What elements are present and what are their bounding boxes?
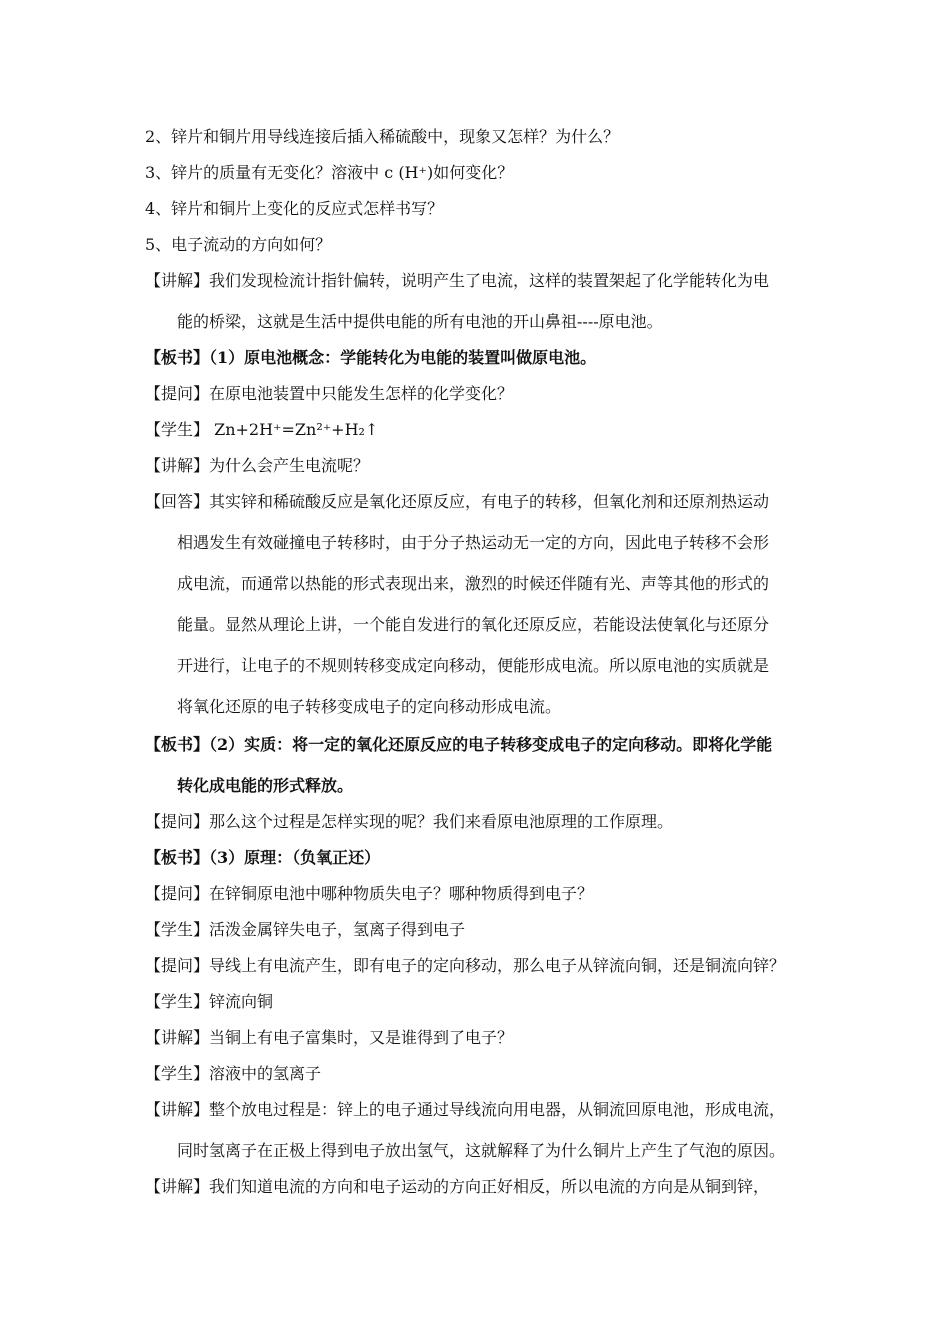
student-line: 【学生】溶液中的氢离子 xyxy=(145,1064,322,1083)
explain-paragraph-1: 【讲解】我们发现检流计指针偏转，说明产生了电流，这样的装置架起了化学能转化为电 xyxy=(145,271,770,290)
explain-line: 【讲解】当铜上有电子富集时，又是谁得到了电子？ xyxy=(145,1028,514,1047)
explain-line: 【讲解】为什么会产生电流呢？ xyxy=(145,456,370,475)
student-line: 【学生】锌流向铜 xyxy=(145,992,274,1011)
question-line: 【提问】在原电池装置中只能发生怎样的化学变化？ xyxy=(145,384,514,403)
answer-paragraph-cont: 将氧化还原的电子转移变成电子的定向移动形成电流。 xyxy=(177,697,562,716)
board-note-1: 【板书】（1）原电池概念：学能转化为电能的装置叫做原电池。 xyxy=(145,348,597,367)
answer-paragraph-cont: 能量。显然从理论上讲，一个能自发进行的氧化还原反应，若能设法使氧化与还原分 xyxy=(177,615,770,634)
board-note-3: 【板书】（3）原理：（负氧正还） xyxy=(145,848,381,867)
explain-paragraph-1-cont: 能的桥梁，这就是生活中提供电能的所有电池的开山鼻祖----原电池。 xyxy=(177,312,663,331)
board-note-2: 【板书】（2）实质：将一定的氧化还原反应的电子转移变成电子的定向移动。即将化学能 xyxy=(145,735,773,754)
question-2: 2、锌片和铜片用导线连接后插入稀硫酸中，现象又怎样？为什么？ xyxy=(145,127,620,146)
answer-paragraph-cont: 成电流，而通常以热能的形式表现出来，激烈的时候还伴随有光、声等其他的形式的 xyxy=(177,574,770,593)
question-5: 5、电子流动的方向如何？ xyxy=(145,235,332,254)
answer-paragraph-cont: 开进行，让电子的不规则转移变成定向移动，便能形成电流。所以原电池的实质就是 xyxy=(177,656,770,675)
explain-paragraph-2: 【讲解】整个放电过程是：锌上的电子通过导线流向用电器，从铜流回原电池，形成电流， xyxy=(145,1100,786,1119)
question-3: 3、锌片的质量有无变化？溶液中 c (H⁺)如何变化？ xyxy=(145,163,514,182)
answer-paragraph: 【回答】其实锌和稀硫酸反应是氧化还原反应，有电子的转移，但氧化剂和还原剂热运动 xyxy=(145,492,770,511)
question-4: 4、锌片和铜片上变化的反应式怎样书写？ xyxy=(145,199,444,218)
question-line: 【提问】那么这个过程是怎样实现的呢？我们来看原电池原理的工作原理。 xyxy=(145,812,674,831)
question-line: 【提问】在锌铜原电池中哪种物质失电子？哪种物质得到电子？ xyxy=(145,884,594,903)
board-note-2-cont: 转化成电能的形式释放。 xyxy=(177,776,354,795)
answer-paragraph-cont: 相遇发生有效碰撞电子转移时，由于分子热运动无一定的方向，因此电子转移不会形 xyxy=(177,533,770,552)
student-line: 【学生】活泼金属锌失电子，氢离子得到电子 xyxy=(145,920,466,939)
student-equation: 【学生】 Zn+2H⁺=Zn²⁺+H₂↑ xyxy=(145,420,379,439)
question-line: 【提问】导线上有电流产生，即有电子的定向移动，那么电子从锌流向铜，还是铜流向锌？ xyxy=(145,956,786,975)
explain-paragraph-2-cont: 同时氢离子在正极上得到电子放出氢气，这就解释了为什么铜片上产生了气泡的原因。 xyxy=(177,1141,786,1160)
explain-paragraph-3: 【讲解】我们知道电流的方向和电子运动的方向正好相反，所以电流的方向是从铜到锌， xyxy=(145,1177,770,1196)
